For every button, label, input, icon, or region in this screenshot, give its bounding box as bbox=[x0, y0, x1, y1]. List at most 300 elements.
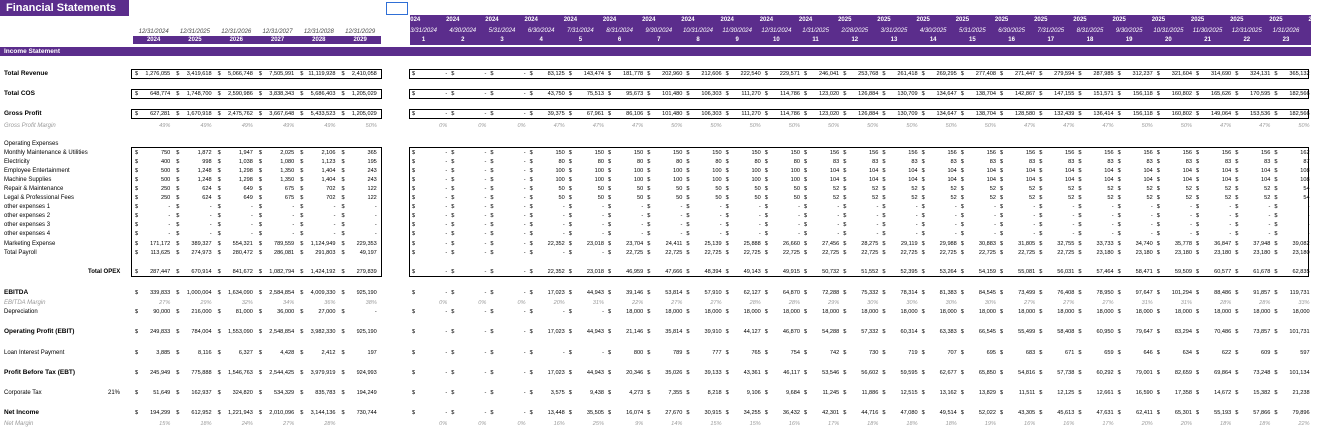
monthly-value-cell[interactable]: 324,131 bbox=[1250, 71, 1271, 77]
monthly-value-cell[interactable]: - bbox=[445, 168, 448, 174]
monthly-value-cell[interactable]: - bbox=[641, 222, 644, 228]
monthly-value-cell[interactable]: - bbox=[758, 231, 761, 237]
monthly-value-cell[interactable]: 50 bbox=[676, 195, 683, 201]
monthly-value-cell[interactable]: 683 bbox=[1025, 350, 1036, 356]
monthly-value-cell[interactable]: 18% bbox=[1219, 421, 1232, 427]
monthly-value-cell[interactable]: 28% bbox=[1219, 300, 1232, 306]
annual-value-cell[interactable]: 675 bbox=[284, 186, 295, 192]
annual-value-cell[interactable]: 27,000 bbox=[318, 309, 336, 315]
annual-value-cell[interactable]: 649 bbox=[243, 195, 253, 201]
monthly-value-cell[interactable]: 104 bbox=[1221, 177, 1232, 183]
monthly-value-cell[interactable]: 95,673 bbox=[626, 91, 644, 97]
annual-value-cell[interactable]: 534,329 bbox=[273, 390, 295, 396]
monthly-value-cell[interactable]: 609 bbox=[1261, 350, 1271, 356]
monthly-value-cell[interactable]: 101,731 bbox=[1289, 329, 1310, 335]
monthly-value-cell[interactable]: 51,552 bbox=[861, 269, 879, 275]
monthly-value-cell[interactable]: - bbox=[798, 213, 800, 219]
annual-value-cell[interactable]: 34% bbox=[282, 300, 295, 306]
monthly-value-cell[interactable]: 800 bbox=[633, 350, 644, 356]
monthly-value-cell[interactable]: 52 bbox=[1224, 186, 1232, 192]
monthly-value-cell[interactable]: 97,647 bbox=[1135, 290, 1153, 296]
annual-value-cell[interactable]: 1,080 bbox=[280, 159, 295, 165]
monthly-value-cell[interactable]: - bbox=[523, 177, 526, 183]
monthly-value-cell[interactable]: - bbox=[837, 222, 840, 228]
monthly-value-cell[interactable]: 719 bbox=[908, 350, 918, 356]
monthly-value-cell[interactable]: 114,786 bbox=[780, 91, 800, 97]
monthly-value-cell[interactable]: 22,725 bbox=[939, 250, 957, 256]
annual-value-cell[interactable]: 1,350 bbox=[280, 168, 295, 174]
monthly-value-cell[interactable]: 104 bbox=[947, 168, 957, 174]
monthly-value-cell[interactable]: - bbox=[1072, 204, 1075, 210]
annual-value-cell[interactable]: 32% bbox=[241, 300, 253, 306]
monthly-value-cell[interactable]: 46,117 bbox=[783, 370, 800, 376]
monthly-value-cell[interactable]: 18,000 bbox=[1253, 309, 1271, 315]
monthly-value-cell[interactable]: 20% bbox=[553, 300, 565, 306]
monthly-value-cell[interactable]: 83 bbox=[989, 159, 996, 165]
monthly-value-cell[interactable]: 22,725 bbox=[704, 250, 722, 256]
monthly-value-cell[interactable]: 104 bbox=[1143, 168, 1153, 174]
annual-value-cell[interactable]: 243 bbox=[367, 168, 377, 174]
monthly-value-cell[interactable]: 18,000 bbox=[1057, 309, 1075, 315]
monthly-value-cell[interactable]: 33% bbox=[1298, 300, 1310, 306]
monthly-value-cell[interactable]: - bbox=[562, 231, 565, 237]
monthly-value-cell[interactable]: - bbox=[1268, 213, 1271, 219]
annual-value-cell[interactable]: 1,205,029 bbox=[351, 91, 377, 97]
monthly-value-cell[interactable]: 43,305 bbox=[1018, 410, 1036, 416]
annual-value-cell[interactable]: 1,404 bbox=[321, 177, 336, 183]
monthly-value-cell[interactable]: 48,394 bbox=[704, 269, 722, 275]
monthly-value-cell[interactable]: 27% bbox=[671, 300, 683, 306]
monthly-value-cell[interactable]: 18,000 bbox=[939, 309, 957, 315]
monthly-value-cell[interactable]: 35,026 bbox=[665, 370, 683, 376]
monthly-value-cell[interactable]: 277,408 bbox=[975, 71, 996, 77]
monthly-value-cell[interactable]: - bbox=[523, 111, 526, 117]
monthly-value-cell[interactable]: - bbox=[1190, 222, 1192, 228]
monthly-value-cell[interactable]: - bbox=[1111, 231, 1114, 237]
monthly-value-cell[interactable]: 23,018 bbox=[586, 269, 604, 275]
monthly-value-cell[interactable]: - bbox=[641, 231, 644, 237]
monthly-value-cell[interactable]: 287,985 bbox=[1093, 71, 1114, 77]
monthly-value-cell[interactable]: 269,295 bbox=[936, 71, 957, 77]
annual-value-cell[interactable]: - bbox=[374, 309, 377, 315]
monthly-value-cell[interactable]: 80 bbox=[754, 159, 761, 165]
annual-value-cell[interactable]: 841,672 bbox=[232, 269, 253, 275]
monthly-value-cell[interactable]: 3,575 bbox=[550, 390, 565, 396]
monthly-value-cell[interactable]: - bbox=[641, 204, 644, 210]
monthly-value-cell[interactable]: 18,000 bbox=[1096, 309, 1114, 315]
monthly-value-cell[interactable]: 104 bbox=[869, 168, 879, 174]
monthly-value-cell[interactable]: 65,850 bbox=[978, 370, 996, 376]
monthly-value-cell[interactable]: - bbox=[445, 309, 448, 315]
monthly-value-cell[interactable]: - bbox=[445, 231, 448, 237]
monthly-value-cell[interactable]: - bbox=[1033, 213, 1036, 219]
monthly-value-cell[interactable]: 80 bbox=[558, 159, 565, 165]
monthly-value-cell[interactable]: 30% bbox=[945, 300, 957, 306]
annual-value-cell[interactable]: 1,221,943 bbox=[228, 410, 253, 416]
monthly-value-cell[interactable]: 83 bbox=[1068, 159, 1075, 165]
monthly-value-cell[interactable]: - bbox=[445, 91, 448, 97]
monthly-value-cell[interactable]: 18% bbox=[867, 421, 879, 427]
annual-value-cell[interactable]: 702 bbox=[326, 195, 336, 201]
monthly-value-cell[interactable]: 597 bbox=[1300, 350, 1310, 356]
annual-value-cell[interactable]: - bbox=[251, 204, 253, 210]
monthly-value-cell[interactable]: - bbox=[484, 269, 487, 275]
monthly-value-cell[interactable]: 47% bbox=[1219, 123, 1232, 129]
annual-value-cell[interactable]: 18% bbox=[200, 421, 212, 427]
monthly-value-cell[interactable]: 79,647 bbox=[1135, 329, 1153, 335]
monthly-value-cell[interactable]: 50 bbox=[715, 195, 722, 201]
annual-value-cell[interactable]: 730,744 bbox=[356, 410, 377, 416]
monthly-value-cell[interactable]: - bbox=[562, 222, 565, 228]
monthly-value-cell[interactable]: 66,545 bbox=[978, 329, 996, 335]
monthly-value-cell[interactable]: 59,509 bbox=[1174, 269, 1192, 275]
monthly-value-cell[interactable]: 114,786 bbox=[780, 111, 800, 117]
monthly-value-cell[interactable]: 147,155 bbox=[1054, 91, 1075, 97]
annual-value-cell[interactable]: 194,299 bbox=[150, 410, 171, 416]
monthly-value-cell[interactable]: 156 bbox=[908, 150, 918, 156]
annual-value-cell[interactable]: 2,548,854 bbox=[269, 329, 295, 335]
monthly-value-cell[interactable]: - bbox=[1072, 222, 1075, 228]
monthly-value-cell[interactable]: 143,474 bbox=[583, 71, 604, 77]
monthly-value-cell[interactable]: - bbox=[1150, 213, 1153, 219]
monthly-value-cell[interactable]: 142,867 bbox=[1014, 91, 1036, 97]
monthly-value-cell[interactable]: 12,515 bbox=[900, 390, 918, 396]
annual-value-cell[interactable]: - bbox=[168, 213, 171, 219]
annual-value-cell[interactable]: 162,937 bbox=[191, 390, 212, 396]
monthly-value-cell[interactable]: 91,857 bbox=[1253, 290, 1271, 296]
monthly-value-cell[interactable]: 52 bbox=[989, 186, 996, 192]
annual-value-cell[interactable]: 1,670,918 bbox=[186, 111, 212, 117]
monthly-value-cell[interactable]: 17,358 bbox=[1174, 390, 1192, 396]
annual-value-cell[interactable]: 1,248 bbox=[197, 168, 212, 174]
monthly-value-cell[interactable]: 50% bbox=[671, 123, 683, 129]
monthly-value-cell[interactable]: 27,456 bbox=[822, 241, 840, 247]
monthly-value-cell[interactable]: - bbox=[798, 204, 800, 210]
monthly-value-cell[interactable]: 26,660 bbox=[782, 241, 800, 247]
annual-value-cell[interactable]: 49% bbox=[200, 123, 212, 129]
monthly-value-cell[interactable]: 100 bbox=[673, 177, 683, 183]
monthly-value-cell[interactable]: 50% bbox=[945, 123, 957, 129]
monthly-value-cell[interactable]: 17,023 bbox=[547, 329, 565, 335]
monthly-value-cell[interactable]: 50 bbox=[793, 195, 800, 201]
monthly-value-cell[interactable]: 39,133 bbox=[704, 370, 722, 376]
annual-value-cell[interactable]: 243 bbox=[367, 177, 377, 183]
monthly-value-cell[interactable]: 12,125 bbox=[1057, 390, 1075, 396]
annual-value-cell[interactable]: 113,625 bbox=[150, 250, 171, 256]
monthly-value-cell[interactable]: 27% bbox=[1063, 300, 1075, 306]
monthly-value-cell[interactable]: 50 bbox=[676, 186, 683, 192]
monthly-value-cell[interactable]: 156 bbox=[869, 150, 879, 156]
monthly-value-cell[interactable]: 83 bbox=[1146, 159, 1153, 165]
monthly-value-cell[interactable]: 47% bbox=[553, 123, 565, 129]
annual-value-cell[interactable]: 2,410,058 bbox=[351, 71, 377, 77]
monthly-value-cell[interactable]: - bbox=[523, 186, 526, 192]
annual-value-cell[interactable]: 554,321 bbox=[232, 241, 253, 247]
monthly-value-cell[interactable]: 212,606 bbox=[701, 71, 722, 77]
monthly-value-cell[interactable]: - bbox=[445, 269, 448, 275]
annual-value-cell[interactable]: 4,428 bbox=[280, 350, 295, 356]
monthly-value-cell[interactable]: 100 bbox=[555, 168, 565, 174]
monthly-value-cell[interactable]: 18,000 bbox=[1018, 309, 1036, 315]
monthly-value-cell[interactable]: 83 bbox=[1224, 159, 1232, 165]
annual-value-cell[interactable]: 291,803 bbox=[315, 250, 336, 256]
monthly-value-cell[interactable]: 104 bbox=[986, 168, 996, 174]
monthly-value-cell[interactable]: 55,499 bbox=[1018, 329, 1036, 335]
annual-value-cell[interactable]: 27% bbox=[159, 300, 171, 306]
annual-value-cell[interactable]: 50% bbox=[365, 123, 377, 129]
monthly-value-cell[interactable]: 12,661 bbox=[1096, 390, 1114, 396]
monthly-value-cell[interactable]: - bbox=[758, 213, 761, 219]
annual-value-cell[interactable]: 49% bbox=[324, 123, 336, 129]
monthly-value-cell[interactable]: 11,886 bbox=[861, 390, 879, 396]
annual-value-cell[interactable]: 1,546,763 bbox=[228, 370, 253, 376]
monthly-value-cell[interactable]: 52 bbox=[989, 195, 996, 201]
monthly-value-cell[interactable]: - bbox=[719, 231, 722, 237]
annual-value-cell[interactable]: 280,472 bbox=[232, 250, 253, 256]
monthly-value-cell[interactable]: 34,740 bbox=[1135, 241, 1153, 247]
monthly-value-cell[interactable]: 150 bbox=[673, 150, 683, 156]
annual-value-cell[interactable]: 1,872 bbox=[197, 150, 212, 156]
monthly-value-cell[interactable]: 56,602 bbox=[861, 370, 879, 376]
monthly-value-cell[interactable]: 126,884 bbox=[858, 111, 879, 117]
annual-value-cell[interactable]: 194,249 bbox=[356, 390, 377, 396]
monthly-value-cell[interactable]: 22% bbox=[1298, 421, 1310, 427]
monthly-value-cell[interactable]: 707 bbox=[947, 350, 957, 356]
monthly-value-cell[interactable]: - bbox=[484, 410, 487, 416]
monthly-value-cell[interactable]: - bbox=[484, 390, 487, 396]
monthly-value-cell[interactable]: 150 bbox=[712, 150, 722, 156]
monthly-value-cell[interactable]: 0% bbox=[439, 300, 448, 306]
monthly-value-cell[interactable]: 39,146 bbox=[626, 290, 644, 296]
monthly-value-cell[interactable]: 104 bbox=[1261, 168, 1271, 174]
monthly-value-cell[interactable]: 22,725 bbox=[743, 250, 761, 256]
monthly-value-cell[interactable]: 312,237 bbox=[1132, 71, 1153, 77]
monthly-value-cell[interactable]: 16% bbox=[788, 421, 800, 427]
annual-value-cell[interactable]: 2,025 bbox=[280, 150, 295, 156]
monthly-value-cell[interactable]: 22,725 bbox=[978, 250, 996, 256]
annual-value-cell[interactable]: - bbox=[251, 222, 253, 228]
monthly-value-cell[interactable]: 0% bbox=[478, 123, 487, 129]
monthly-value-cell[interactable]: 57,910 bbox=[704, 290, 722, 296]
monthly-value-cell[interactable]: 156 bbox=[829, 150, 840, 156]
annual-value-cell[interactable]: 1,248 bbox=[197, 177, 212, 183]
annual-value-cell[interactable]: 1,276,055 bbox=[145, 71, 171, 77]
monthly-value-cell[interactable]: 50 bbox=[558, 186, 565, 192]
monthly-value-cell[interactable]: 23,180 bbox=[1096, 250, 1114, 256]
monthly-value-cell[interactable]: 104 bbox=[986, 177, 996, 183]
monthly-value-cell[interactable]: 20% bbox=[1141, 421, 1153, 427]
monthly-value-cell[interactable]: - bbox=[484, 168, 487, 174]
monthly-value-cell[interactable]: - bbox=[837, 231, 840, 237]
monthly-value-cell[interactable]: 156 bbox=[986, 150, 996, 156]
monthly-value-cell[interactable]: 22,725 bbox=[861, 250, 879, 256]
monthly-value-cell[interactable]: - bbox=[1033, 231, 1036, 237]
monthly-value-cell[interactable]: 222,540 bbox=[740, 71, 761, 77]
monthly-value-cell[interactable]: 23,704 bbox=[626, 241, 644, 247]
monthly-value-cell[interactable]: 156 bbox=[1221, 150, 1232, 156]
monthly-value-cell[interactable]: 64,870 bbox=[782, 290, 800, 296]
monthly-value-cell[interactable]: 22,725 bbox=[665, 250, 683, 256]
monthly-value-cell[interactable]: 100 bbox=[673, 168, 683, 174]
monthly-value-cell[interactable]: 365,132 bbox=[1289, 71, 1310, 77]
annual-value-cell[interactable]: 2,412 bbox=[321, 350, 336, 356]
monthly-value-cell[interactable]: 11,245 bbox=[822, 390, 840, 396]
monthly-value-cell[interactable]: - bbox=[1229, 231, 1232, 237]
monthly-value-cell[interactable]: 777 bbox=[712, 350, 722, 356]
annual-value-cell[interactable]: - bbox=[209, 213, 212, 219]
monthly-value-cell[interactable]: 47,080 bbox=[900, 410, 918, 416]
monthly-value-cell[interactable]: 50 bbox=[636, 186, 644, 192]
annual-value-cell[interactable]: 2,010,096 bbox=[269, 410, 295, 416]
annual-value-cell[interactable]: 29% bbox=[200, 300, 212, 306]
monthly-value-cell[interactable]: 84,545 bbox=[978, 290, 996, 296]
monthly-value-cell[interactable]: 42,301 bbox=[822, 410, 840, 416]
monthly-value-cell[interactable]: 18,000 bbox=[822, 309, 840, 315]
monthly-value-cell[interactable]: 11,511 bbox=[1018, 390, 1036, 396]
monthly-value-cell[interactable]: - bbox=[562, 250, 565, 256]
monthly-value-cell[interactable]: 25,139 bbox=[704, 241, 722, 247]
monthly-value-cell[interactable]: - bbox=[798, 231, 800, 237]
monthly-value-cell[interactable]: 13,829 bbox=[978, 390, 996, 396]
monthly-value-cell[interactable]: 39,082 bbox=[1292, 241, 1310, 247]
selected-cell[interactable] bbox=[386, 2, 408, 15]
monthly-value-cell[interactable]: - bbox=[484, 195, 487, 201]
monthly-value-cell[interactable]: 55,081 bbox=[1018, 269, 1036, 275]
monthly-value-cell[interactable]: 30,915 bbox=[704, 410, 722, 416]
monthly-value-cell[interactable]: - bbox=[837, 213, 840, 219]
annual-value-cell[interactable]: 1,205,029 bbox=[351, 111, 377, 117]
monthly-value-cell[interactable]: - bbox=[680, 204, 683, 210]
monthly-value-cell[interactable]: - bbox=[954, 213, 957, 219]
monthly-value-cell[interactable]: 149,064 bbox=[1210, 111, 1232, 117]
monthly-value-cell[interactable]: 18,000 bbox=[1174, 309, 1192, 315]
annual-value-cell[interactable]: 624 bbox=[202, 186, 212, 192]
annual-value-cell[interactable]: 400 bbox=[160, 159, 171, 165]
monthly-value-cell[interactable]: 36,432 bbox=[782, 410, 800, 416]
monthly-value-cell[interactable]: 52 bbox=[1028, 186, 1036, 192]
monthly-value-cell[interactable]: 104 bbox=[829, 168, 840, 174]
monthly-value-cell[interactable]: - bbox=[1229, 204, 1232, 210]
annual-value-cell[interactable]: - bbox=[333, 204, 336, 210]
monthly-value-cell[interactable]: 104 bbox=[1182, 168, 1192, 174]
monthly-value-cell[interactable]: - bbox=[445, 177, 448, 183]
monthly-value-cell[interactable]: 25% bbox=[592, 421, 604, 427]
monthly-value-cell[interactable]: 742 bbox=[829, 350, 840, 356]
monthly-value-cell[interactable]: 57,738 bbox=[1057, 370, 1075, 376]
monthly-value-cell[interactable]: 23,180 bbox=[1174, 250, 1192, 256]
monthly-value-cell[interactable]: 18% bbox=[1259, 421, 1271, 427]
monthly-value-cell[interactable]: 165,626 bbox=[1210, 91, 1232, 97]
annual-value-cell[interactable]: 15% bbox=[159, 421, 171, 427]
monthly-value-cell[interactable]: - bbox=[484, 370, 487, 376]
annual-value-cell[interactable]: - bbox=[168, 204, 171, 210]
monthly-value-cell[interactable]: 50,732 bbox=[822, 269, 840, 275]
monthly-value-cell[interactable]: 156,118 bbox=[1132, 91, 1153, 97]
monthly-value-cell[interactable]: - bbox=[484, 111, 487, 117]
monthly-value-cell[interactable]: 646 bbox=[1143, 350, 1153, 356]
annual-value-cell[interactable]: 216,000 bbox=[191, 309, 212, 315]
monthly-value-cell[interactable]: 271,447 bbox=[1014, 71, 1036, 77]
monthly-value-cell[interactable]: - bbox=[1150, 204, 1153, 210]
monthly-value-cell[interactable]: 47,666 bbox=[665, 269, 683, 275]
monthly-value-cell[interactable]: 156 bbox=[1104, 150, 1114, 156]
annual-value-cell[interactable]: 274,973 bbox=[191, 250, 212, 256]
monthly-value-cell[interactable]: - bbox=[1111, 222, 1114, 228]
monthly-value-cell[interactable]: 60,950 bbox=[1096, 329, 1114, 335]
annual-value-cell[interactable]: 1,298 bbox=[238, 168, 253, 174]
monthly-value-cell[interactable]: - bbox=[484, 186, 487, 192]
monthly-value-cell[interactable]: - bbox=[641, 213, 644, 219]
annual-value-cell[interactable]: - bbox=[333, 213, 336, 219]
monthly-value-cell[interactable]: 50% bbox=[788, 123, 800, 129]
monthly-value-cell[interactable]: - bbox=[484, 204, 487, 210]
annual-value-cell[interactable]: 702 bbox=[326, 186, 336, 192]
monthly-value-cell[interactable]: - bbox=[1307, 222, 1310, 228]
annual-value-cell[interactable]: 38% bbox=[365, 300, 377, 306]
monthly-value-cell[interactable]: 35,505 bbox=[586, 410, 604, 416]
monthly-value-cell[interactable]: 16% bbox=[1023, 421, 1036, 427]
monthly-value-cell[interactable]: 730 bbox=[869, 350, 879, 356]
monthly-value-cell[interactable]: 21,238 bbox=[1292, 390, 1310, 396]
monthly-value-cell[interactable]: 104 bbox=[1143, 177, 1153, 183]
monthly-value-cell[interactable]: 65,301 bbox=[1174, 410, 1192, 416]
monthly-value-cell[interactable]: 32,755 bbox=[1057, 241, 1075, 247]
annual-value-cell[interactable]: - bbox=[168, 231, 171, 237]
monthly-value-cell[interactable]: 104 bbox=[1221, 168, 1232, 174]
monthly-value-cell[interactable]: 162 bbox=[1300, 150, 1310, 156]
monthly-value-cell[interactable]: 18,000 bbox=[1214, 309, 1232, 315]
monthly-value-cell[interactable]: 43,361 bbox=[743, 370, 761, 376]
monthly-value-cell[interactable]: 28% bbox=[749, 300, 761, 306]
monthly-value-cell[interactable]: 50% bbox=[984, 123, 996, 129]
monthly-value-cell[interactable]: 0% bbox=[517, 123, 526, 129]
annual-value-cell[interactable]: - bbox=[374, 231, 377, 237]
annual-value-cell[interactable]: 27% bbox=[282, 421, 295, 427]
monthly-value-cell[interactable]: 47% bbox=[1259, 123, 1271, 129]
monthly-value-cell[interactable]: 30% bbox=[984, 300, 996, 306]
annual-value-cell[interactable]: 1,634,090 bbox=[228, 290, 253, 296]
monthly-value-cell[interactable]: - bbox=[876, 204, 879, 210]
monthly-value-cell[interactable]: - bbox=[484, 290, 487, 296]
annual-value-cell[interactable]: 250 bbox=[160, 186, 171, 192]
monthly-value-cell[interactable]: 52 bbox=[872, 195, 879, 201]
annual-value-cell[interactable]: 4,009,330 bbox=[310, 290, 336, 296]
annual-value-cell[interactable]: 1,124,949 bbox=[310, 241, 336, 247]
monthly-value-cell[interactable]: 108 bbox=[1300, 168, 1310, 174]
monthly-value-cell[interactable]: 46,959 bbox=[626, 269, 644, 275]
monthly-value-cell[interactable]: - bbox=[1072, 213, 1075, 219]
monthly-value-cell[interactable]: 50 bbox=[597, 195, 604, 201]
monthly-value-cell[interactable]: 156 bbox=[1182, 150, 1192, 156]
monthly-value-cell[interactable]: - bbox=[602, 250, 604, 256]
monthly-value-cell[interactable]: - bbox=[1111, 204, 1114, 210]
monthly-value-cell[interactable]: 57,464 bbox=[1096, 269, 1114, 275]
annual-value-cell[interactable]: 784,004 bbox=[191, 329, 212, 335]
monthly-value-cell[interactable]: - bbox=[994, 213, 996, 219]
monthly-value-cell[interactable]: - bbox=[798, 222, 800, 228]
monthly-value-cell[interactable]: 83 bbox=[1028, 159, 1036, 165]
monthly-value-cell[interactable]: 35,778 bbox=[1174, 241, 1192, 247]
annual-value-cell[interactable]: 11,119,928 bbox=[308, 71, 336, 77]
monthly-value-cell[interactable]: 52 bbox=[1264, 186, 1271, 192]
monthly-value-cell[interactable]: - bbox=[876, 231, 879, 237]
monthly-value-cell[interactable]: 47% bbox=[1063, 123, 1075, 129]
monthly-value-cell[interactable]: - bbox=[484, 91, 487, 97]
monthly-value-cell[interactable]: 659 bbox=[1104, 350, 1114, 356]
monthly-value-cell[interactable]: 73,499 bbox=[1018, 290, 1036, 296]
monthly-value-cell[interactable]: 104 bbox=[908, 177, 918, 183]
monthly-value-cell[interactable]: 150 bbox=[594, 150, 604, 156]
